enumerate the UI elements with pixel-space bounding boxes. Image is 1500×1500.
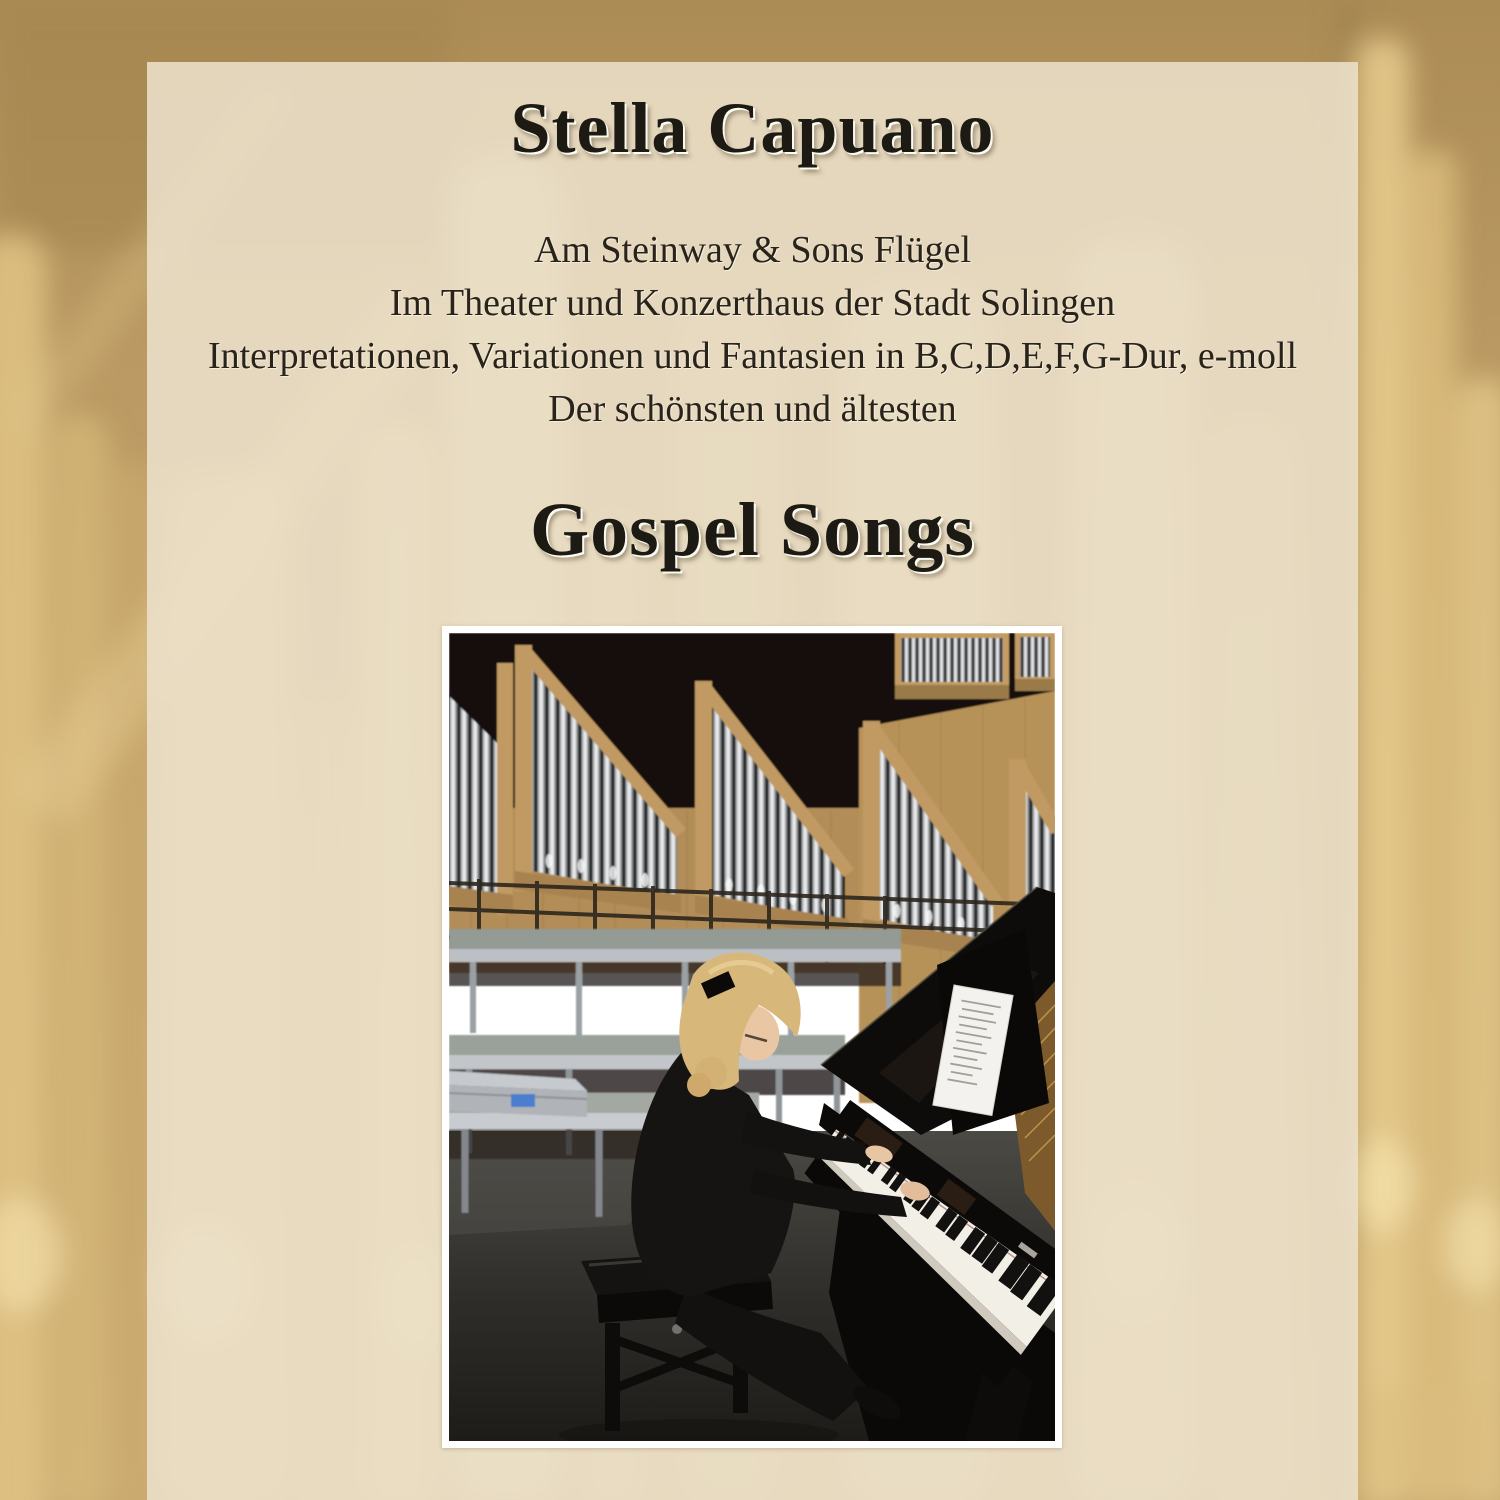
artist-title: Stella Capuano [510,88,995,168]
subtitle-line-3: Interpretationen, Variationen und Fantasien in B,C,D,E,F,G-Dur, e-moll [207,335,1298,377]
cover-photo [442,626,1062,1448]
cover-panel [147,62,1358,1500]
subtitle-block [147,224,1358,436]
subtitle-line-4: Der schönsten und ältesten [548,388,957,430]
subtitle-line-1: Am Steinway & Sons Flügel [533,229,972,271]
subtitle-line-2: Im Theater und Konzerthaus der Stadt Solingen [389,282,1116,324]
album-title: Gospel Songs [530,488,975,572]
concert-photo-illustration [449,633,1055,1441]
hanging-pipe-boxes [895,633,1055,699]
